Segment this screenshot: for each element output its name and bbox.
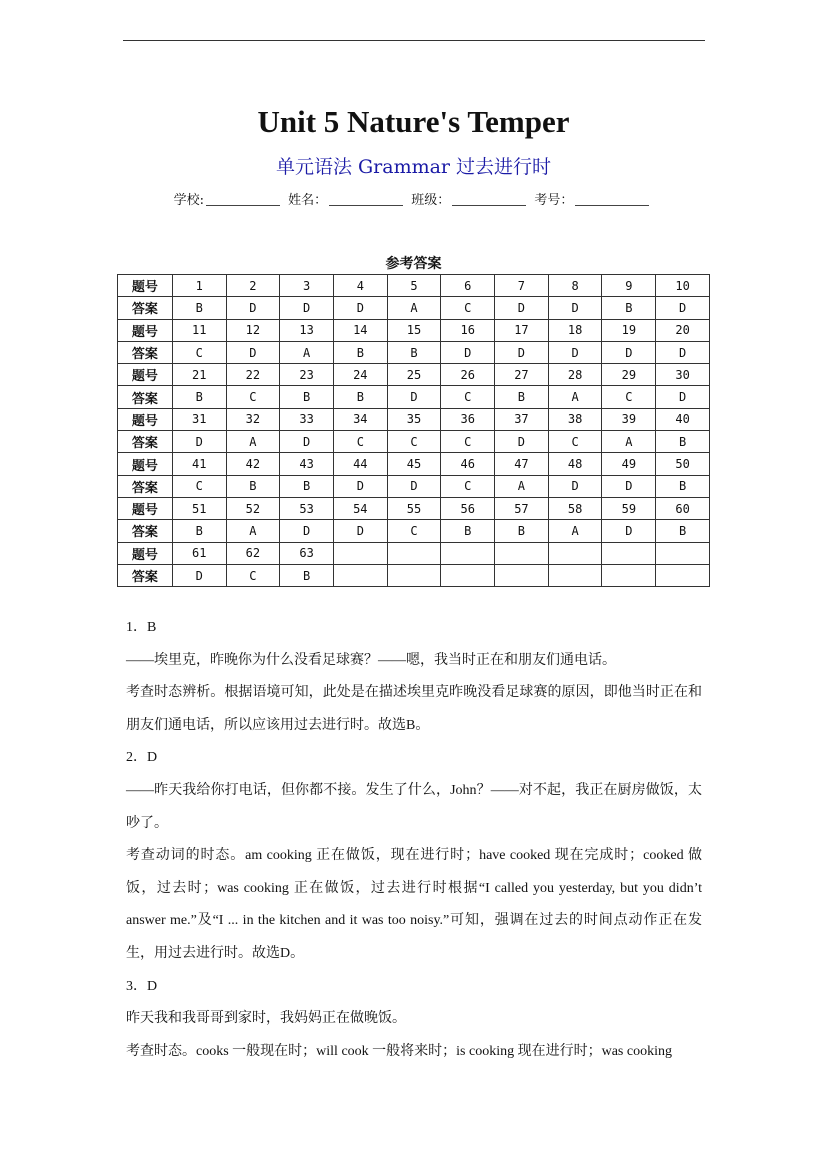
answer-cell: A bbox=[387, 297, 441, 319]
question-number-cell: 1 bbox=[172, 275, 226, 297]
question-number-cell: 37 bbox=[495, 408, 549, 430]
question-number-cell: 4 bbox=[333, 275, 387, 297]
question-number-cell: 16 bbox=[441, 319, 495, 341]
class-label: 班级： bbox=[411, 193, 451, 208]
answer-cell: D bbox=[602, 520, 656, 542]
question-number-cell: 28 bbox=[548, 364, 602, 386]
question-number-cell: 61 bbox=[172, 542, 226, 564]
question-number-cell: 38 bbox=[548, 408, 602, 430]
answer-row-label: 答案 bbox=[118, 386, 173, 408]
question-number-cell: 5 bbox=[387, 275, 441, 297]
page-subtitle: 单元语法 Grammar 过去进行时 bbox=[275, 156, 552, 178]
question-number-row bbox=[118, 408, 710, 430]
explanation-paragraph: ——昨天我给你打电话，但你都不接。发生了什么，John？——对不起，我正在厨房做饭，太吵了。 bbox=[126, 782, 702, 831]
answer-cell: C bbox=[441, 431, 495, 453]
question-number-cell: 6 bbox=[441, 275, 495, 297]
answer-row-label: 答案 bbox=[118, 564, 173, 586]
answer-cell: D bbox=[548, 475, 602, 497]
question-number-cell: 21 bbox=[172, 364, 226, 386]
question-number-cell: 55 bbox=[387, 497, 441, 519]
explanation-paragraph: 考查动词的时态。am cooking 正在做饭，现在进行时；have cooked 现在完成时；cooked 做饭，过去时；was cooking 正在做饭，过去进行时根据“I called you yesterday, but you didn’t answer me.”及“I ... in the kitchen and it was too noisy.”可知，强调在过去的时间点动作正在发生，用过去进行时。故选D。 bbox=[126, 848, 702, 961]
answer-cell: D bbox=[333, 475, 387, 497]
answer-cell: D bbox=[387, 475, 441, 497]
answer-table bbox=[117, 274, 710, 587]
answer-cell: C bbox=[441, 475, 495, 497]
explanation-paragraph: 考查时态。cooks 一般现在时；will cook 一般将来时；is cooking 现在进行时；was cooking bbox=[126, 1043, 672, 1059]
question-number-row-label: 题号 bbox=[118, 453, 173, 475]
name-label: 姓名： bbox=[288, 193, 328, 208]
question-number-cell: 39 bbox=[602, 408, 656, 430]
question-number-cell bbox=[548, 542, 602, 564]
question-number-cell: 52 bbox=[226, 497, 280, 519]
question-number-cell: 19 bbox=[602, 319, 656, 341]
question-number-cell: 40 bbox=[656, 408, 710, 430]
question-number-cell: 15 bbox=[387, 319, 441, 341]
question-number-cell: 46 bbox=[441, 453, 495, 475]
answer-key-heading: 参考答案 bbox=[385, 256, 442, 272]
answer-cell: B bbox=[656, 475, 710, 497]
answer-row-label: 答案 bbox=[118, 475, 173, 497]
answer-cell: D bbox=[172, 564, 226, 586]
answer-cell: A bbox=[548, 520, 602, 542]
exam-number-label: 考号： bbox=[534, 193, 574, 208]
question-number-cell: 22 bbox=[226, 364, 280, 386]
answer-cell: B bbox=[656, 431, 710, 453]
answer-row bbox=[118, 386, 710, 408]
question-number-cell: 58 bbox=[548, 497, 602, 519]
answer-cell: B bbox=[602, 297, 656, 319]
question-number-cell: 14 bbox=[333, 319, 387, 341]
explanation-paragraph: 昨天我和我哥哥到家时，我妈妈正在做晚饭。 bbox=[126, 1011, 406, 1027]
answer-cell bbox=[333, 564, 387, 586]
answer-cell: D bbox=[280, 431, 334, 453]
name-blank bbox=[329, 205, 403, 206]
question-number-row-label: 题号 bbox=[118, 319, 173, 341]
answer-cell: D bbox=[495, 297, 549, 319]
answer-cell: D bbox=[333, 297, 387, 319]
question-number-cell: 33 bbox=[280, 408, 334, 430]
question-number-cell: 48 bbox=[548, 453, 602, 475]
question-number-cell: 20 bbox=[656, 319, 710, 341]
question-number-cell: 49 bbox=[602, 453, 656, 475]
exam-number-blank bbox=[575, 205, 649, 206]
question-number-row bbox=[118, 542, 710, 564]
question-number-cell: 27 bbox=[495, 364, 549, 386]
question-number-cell: 7 bbox=[495, 275, 549, 297]
question-number-cell: 32 bbox=[226, 408, 280, 430]
answer-cell: A bbox=[280, 341, 334, 363]
question-number-cell bbox=[656, 542, 710, 564]
question-number-cell: 8 bbox=[548, 275, 602, 297]
answer-cell: C bbox=[602, 386, 656, 408]
question-number-cell: 62 bbox=[226, 542, 280, 564]
question-number-cell: 63 bbox=[280, 542, 334, 564]
answer-cell: B bbox=[172, 297, 226, 319]
answer-cell: D bbox=[280, 520, 334, 542]
answer-cell: A bbox=[495, 475, 549, 497]
question-number-row bbox=[118, 319, 710, 341]
page-title: Unit 5 Nature's Temper bbox=[257, 104, 570, 139]
answer-cell: D bbox=[172, 431, 226, 453]
question-number-cell: 9 bbox=[602, 275, 656, 297]
question-number-cell bbox=[495, 542, 549, 564]
question-number-cell: 56 bbox=[441, 497, 495, 519]
answer-cell: A bbox=[226, 431, 280, 453]
question-number-cell: 18 bbox=[548, 319, 602, 341]
question-number-cell: 3 bbox=[280, 275, 334, 297]
class-blank bbox=[452, 205, 526, 206]
answer-cell bbox=[656, 564, 710, 586]
school-blank bbox=[206, 205, 280, 206]
answer-cell: B bbox=[280, 475, 334, 497]
question-number-cell: 17 bbox=[495, 319, 549, 341]
question-number-cell: 26 bbox=[441, 364, 495, 386]
answer-cell: C bbox=[387, 431, 441, 453]
student-info-line bbox=[0, 189, 827, 208]
answer-cell: D bbox=[656, 341, 710, 363]
answer-cell: C bbox=[226, 386, 280, 408]
question-number-cell: 31 bbox=[172, 408, 226, 430]
question-number-cell: 41 bbox=[172, 453, 226, 475]
question-number-cell: 43 bbox=[280, 453, 334, 475]
answer-cell: B bbox=[656, 520, 710, 542]
answer-cell: C bbox=[387, 520, 441, 542]
question-number-cell: 54 bbox=[333, 497, 387, 519]
question-number-cell: 29 bbox=[602, 364, 656, 386]
answer-cell bbox=[387, 564, 441, 586]
answer-cell: B bbox=[280, 564, 334, 586]
answer-cell: D bbox=[333, 520, 387, 542]
question-number-cell: 24 bbox=[333, 364, 387, 386]
answer-row bbox=[118, 475, 710, 497]
question-number-cell: 36 bbox=[441, 408, 495, 430]
question-number-cell: 53 bbox=[280, 497, 334, 519]
question-number-row-label: 题号 bbox=[118, 364, 173, 386]
answer-cell: D bbox=[602, 341, 656, 363]
question-number-cell: 13 bbox=[280, 319, 334, 341]
answer-cell: D bbox=[280, 297, 334, 319]
question-number-cell: 12 bbox=[226, 319, 280, 341]
answer-cell: D bbox=[495, 431, 549, 453]
question-number-cell: 10 bbox=[656, 275, 710, 297]
answer-cell bbox=[548, 564, 602, 586]
question-answer-heading: 3．D bbox=[126, 978, 158, 994]
answer-cell: C bbox=[172, 341, 226, 363]
answer-cell: D bbox=[441, 341, 495, 363]
answer-row-label: 答案 bbox=[118, 341, 173, 363]
answer-cell: D bbox=[602, 475, 656, 497]
question-number-cell: 25 bbox=[387, 364, 441, 386]
question-number-row bbox=[118, 275, 710, 297]
answer-cell: A bbox=[226, 520, 280, 542]
answer-cell: A bbox=[602, 431, 656, 453]
question-number-cell: 35 bbox=[387, 408, 441, 430]
explanations bbox=[126, 612, 702, 1068]
answer-cell: B bbox=[495, 520, 549, 542]
answer-cell bbox=[602, 564, 656, 586]
answer-cell: B bbox=[280, 386, 334, 408]
answer-row-label: 答案 bbox=[118, 520, 173, 542]
answer-cell: B bbox=[226, 475, 280, 497]
question-number-cell: 57 bbox=[495, 497, 549, 519]
answer-row bbox=[118, 297, 710, 319]
question-number-cell: 51 bbox=[172, 497, 226, 519]
question-number-cell: 2 bbox=[226, 275, 280, 297]
school-label: 学校: bbox=[173, 193, 204, 208]
answer-cell: B bbox=[441, 520, 495, 542]
answer-cell bbox=[441, 564, 495, 586]
answer-row bbox=[118, 431, 710, 453]
question-number-cell: 45 bbox=[387, 453, 441, 475]
question-number-cell: 47 bbox=[495, 453, 549, 475]
answer-cell: D bbox=[226, 341, 280, 363]
question-number-cell bbox=[387, 542, 441, 564]
question-number-row bbox=[118, 497, 710, 519]
answer-cell: C bbox=[441, 386, 495, 408]
question-answer-heading: 2．D bbox=[126, 750, 158, 766]
answer-cell: D bbox=[387, 386, 441, 408]
answer-cell: B bbox=[333, 386, 387, 408]
question-number-cell: 30 bbox=[656, 364, 710, 386]
answer-cell: D bbox=[548, 297, 602, 319]
question-number-cell: 11 bbox=[172, 319, 226, 341]
answer-cell: B bbox=[495, 386, 549, 408]
answer-cell: D bbox=[656, 297, 710, 319]
answer-cell: D bbox=[656, 386, 710, 408]
answer-row-label: 答案 bbox=[118, 297, 173, 319]
question-answer-heading: 1．B bbox=[126, 620, 157, 635]
answer-cell: B bbox=[172, 386, 226, 408]
question-number-cell bbox=[602, 542, 656, 564]
answer-cell: D bbox=[226, 297, 280, 319]
answer-cell: A bbox=[548, 386, 602, 408]
question-number-cell: 23 bbox=[280, 364, 334, 386]
explanation-paragraph: ——埃里克，昨晚你为什么没看足球赛？——嗯，我当时正在和朋友们通电话。 bbox=[126, 652, 616, 668]
answer-cell: C bbox=[333, 431, 387, 453]
header-rule bbox=[123, 40, 705, 41]
question-number-cell: 50 bbox=[656, 453, 710, 475]
question-number-cell: 60 bbox=[656, 497, 710, 519]
question-number-cell: 59 bbox=[602, 497, 656, 519]
question-number-row-label: 题号 bbox=[118, 275, 173, 297]
answer-cell: C bbox=[548, 431, 602, 453]
answer-cell: C bbox=[441, 297, 495, 319]
question-number-row bbox=[118, 364, 710, 386]
answer-row bbox=[118, 341, 710, 363]
explanation-paragraph: 考查时态辨析。根据语境可知，此处是在描述埃里克昨晚没看足球赛的原因，即他当时正在和朋友们通电话，所以应该用过去进行时。故选B。 bbox=[126, 685, 702, 733]
answer-row-label: 答案 bbox=[118, 431, 173, 453]
answer-cell: D bbox=[548, 341, 602, 363]
answer-cell: B bbox=[333, 341, 387, 363]
question-number-row-label: 题号 bbox=[118, 497, 173, 519]
question-number-cell: 44 bbox=[333, 453, 387, 475]
answer-cell: C bbox=[226, 564, 280, 586]
answer-cell bbox=[495, 564, 549, 586]
answer-cell: D bbox=[495, 341, 549, 363]
question-number-cell bbox=[441, 542, 495, 564]
question-number-cell: 42 bbox=[226, 453, 280, 475]
question-number-row-label: 题号 bbox=[118, 542, 173, 564]
answer-cell: C bbox=[172, 475, 226, 497]
answer-row bbox=[118, 564, 710, 586]
question-number-row bbox=[118, 453, 710, 475]
question-number-cell: 34 bbox=[333, 408, 387, 430]
answer-cell: B bbox=[387, 341, 441, 363]
question-number-cell bbox=[333, 542, 387, 564]
answer-cell: B bbox=[172, 520, 226, 542]
question-number-row-label: 题号 bbox=[118, 408, 173, 430]
answer-row bbox=[118, 520, 710, 542]
